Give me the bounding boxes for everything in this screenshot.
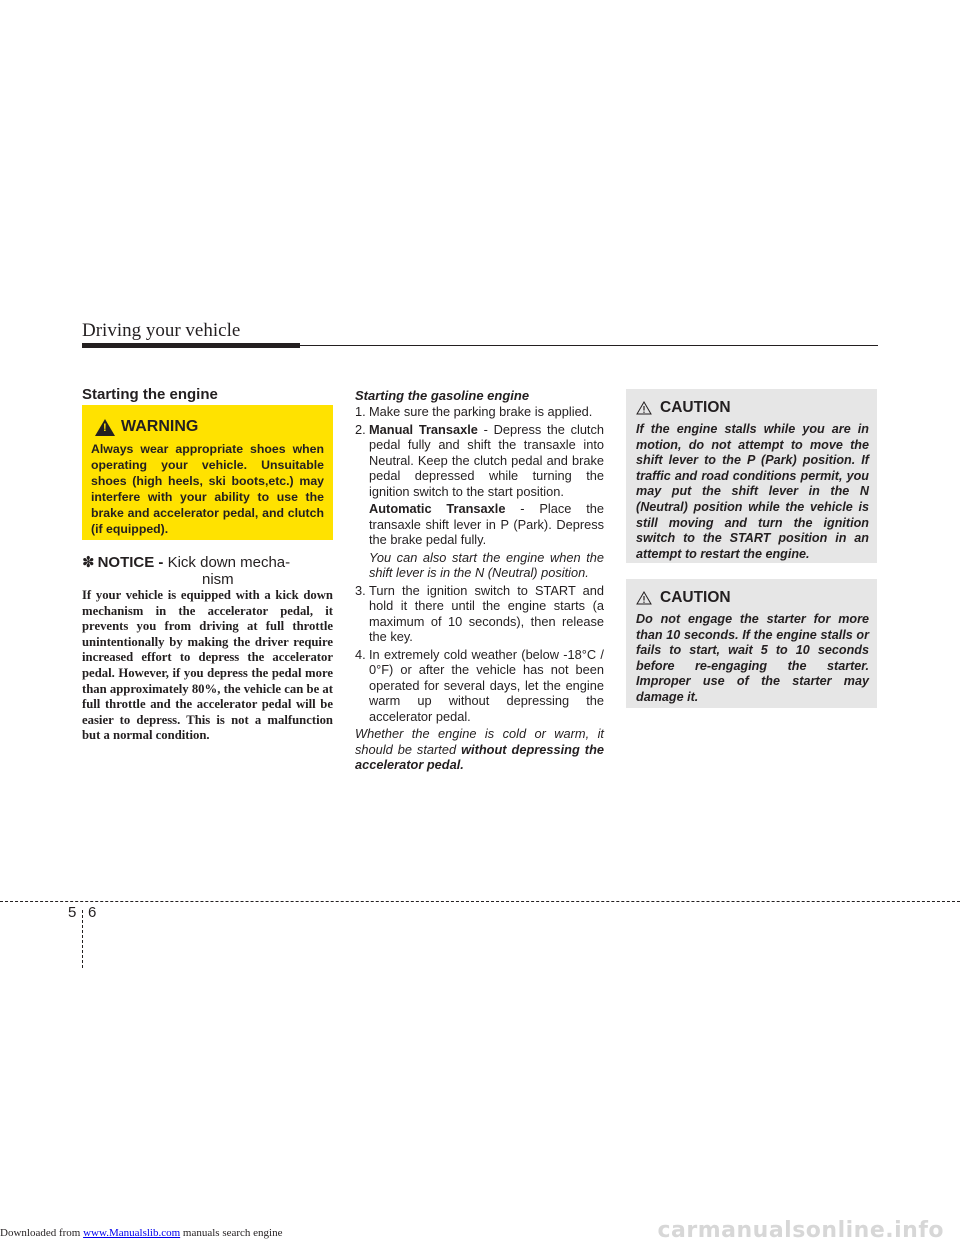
step-2 bbox=[355, 422, 604, 500]
step-3 bbox=[355, 583, 604, 645]
watermark: carmanualsonline.info bbox=[657, 1218, 944, 1243]
gasoline-subheading: Starting the gasoline engine bbox=[355, 388, 530, 403]
caution-box-starter bbox=[626, 579, 877, 708]
page-header-title: Driving your vehicle bbox=[82, 320, 241, 341]
footer-prefix: Downloaded from bbox=[0, 1227, 84, 1239]
page-number-guide bbox=[82, 910, 83, 968]
download-footer bbox=[0, 1227, 282, 1239]
caution-triangle-icon bbox=[636, 591, 652, 605]
caution-body: If the engine stalls while you are in motion, do not attempt to move the shift lever to the P (Park) position. If traffic and road conditions permit, you may put the shift lever in the N (Neutral) position while the vehicle is still moving and turn the ignition switch to the START position in an attempt to restart the engine. bbox=[636, 422, 869, 561]
caution-box-stall bbox=[626, 389, 877, 563]
notice-title-line1: Kick down mecha- bbox=[167, 554, 291, 571]
manual-transaxle-label: Manual Transaxle bbox=[369, 421, 478, 437]
caution-title-row bbox=[636, 587, 869, 609]
chapter-number: 5 bbox=[68, 904, 77, 921]
step-text: In extremely cold weather (below -18°C / 0°F) or after the vehicle has not been operated for several days, let the engine warm up without depressing the accelerator pedal. bbox=[369, 646, 604, 724]
automatic-transaxle-label: Automatic Transaxle bbox=[369, 501, 506, 516]
warning-box bbox=[82, 405, 333, 540]
step-4 bbox=[355, 647, 604, 725]
caution-title-row bbox=[636, 397, 869, 419]
notice-label: NOTICE - bbox=[97, 554, 164, 571]
step-1 bbox=[355, 404, 604, 420]
closing-note-text: Whether the engine is cold or warm, it should be started bbox=[355, 726, 604, 757]
step-number: 4. bbox=[355, 646, 366, 662]
caution-title: CAUTION bbox=[660, 589, 731, 606]
gasoline-steps bbox=[355, 404, 604, 773]
warning-body: Always wear appropriate shoes when operating your vehicle. Unsuitable shoes (high heels, ski boots,etc.) may interfere with your ability to use the brake and accelerator pedal, and clutch (if equipped). bbox=[91, 442, 324, 536]
step-text: - Depress the clutch pedal fully and shift the transaxle into Neutral. Keep the clutch pedal and brake pedal depressed while turning the ignition switch to the start position. bbox=[369, 421, 605, 499]
section-heading: Starting the engine bbox=[82, 386, 218, 403]
notice-heading bbox=[82, 553, 333, 588]
step-text: Turn the ignition switch to START and hold it there until the engine starts (a maximum of 10 seconds), then release the key. bbox=[369, 582, 604, 644]
warning-title-row bbox=[95, 415, 324, 439]
page-number: 6 bbox=[88, 904, 97, 921]
warning-triangle-icon bbox=[95, 419, 115, 436]
caution-triangle-icon bbox=[636, 401, 652, 415]
step-number: 1. bbox=[355, 404, 366, 419]
step-number: 2. bbox=[355, 421, 366, 437]
automatic-transaxle-paragraph bbox=[355, 501, 604, 548]
notice-body: If your vehicle is equipped with a kick down mechanism in the accelerator pedal, it prevents you from driving at full throttle unintentionally by making the driver require increased effort to depress the accelerator pedal. However, if you depress the pedal more than approximately 80%, the vehicle can be at full throttle and the accelerator pedal will be easier to depress. This is not a malfunction but a normal condition. bbox=[82, 588, 333, 743]
caution-body: Do not engage the starter for more than 10 seconds. If the engine stalls or fails to start, wait 5 to 10 seconds before re-engaging the starter. Improper use of the starter may damage it. bbox=[636, 612, 869, 704]
page-divider bbox=[0, 901, 960, 902]
header-rule-accent bbox=[82, 343, 300, 348]
automatic-transaxle-text: - Place the transaxle shift lever in P (Park). Depress the brake pedal fully. bbox=[369, 501, 605, 547]
manualslib-link[interactable]: www.Manualslib.com bbox=[83, 1227, 181, 1239]
notice-symbol: ✽ bbox=[82, 554, 95, 571]
step-number: 3. bbox=[355, 582, 366, 598]
closing-note-emphasis: without depressing the accelerator pedal. bbox=[355, 741, 605, 772]
notice-title-line2: nism bbox=[202, 571, 234, 588]
neutral-note: You can also start the engine when the shift lever is in the N (Neutral) position. bbox=[369, 549, 604, 580]
footer-suffix: manuals search engine bbox=[180, 1227, 283, 1239]
warning-title: WARNING bbox=[121, 418, 199, 435]
closing-note bbox=[355, 726, 604, 773]
caution-title: CAUTION bbox=[660, 399, 731, 416]
step-text: Make sure the parking brake is applied. bbox=[369, 404, 593, 419]
